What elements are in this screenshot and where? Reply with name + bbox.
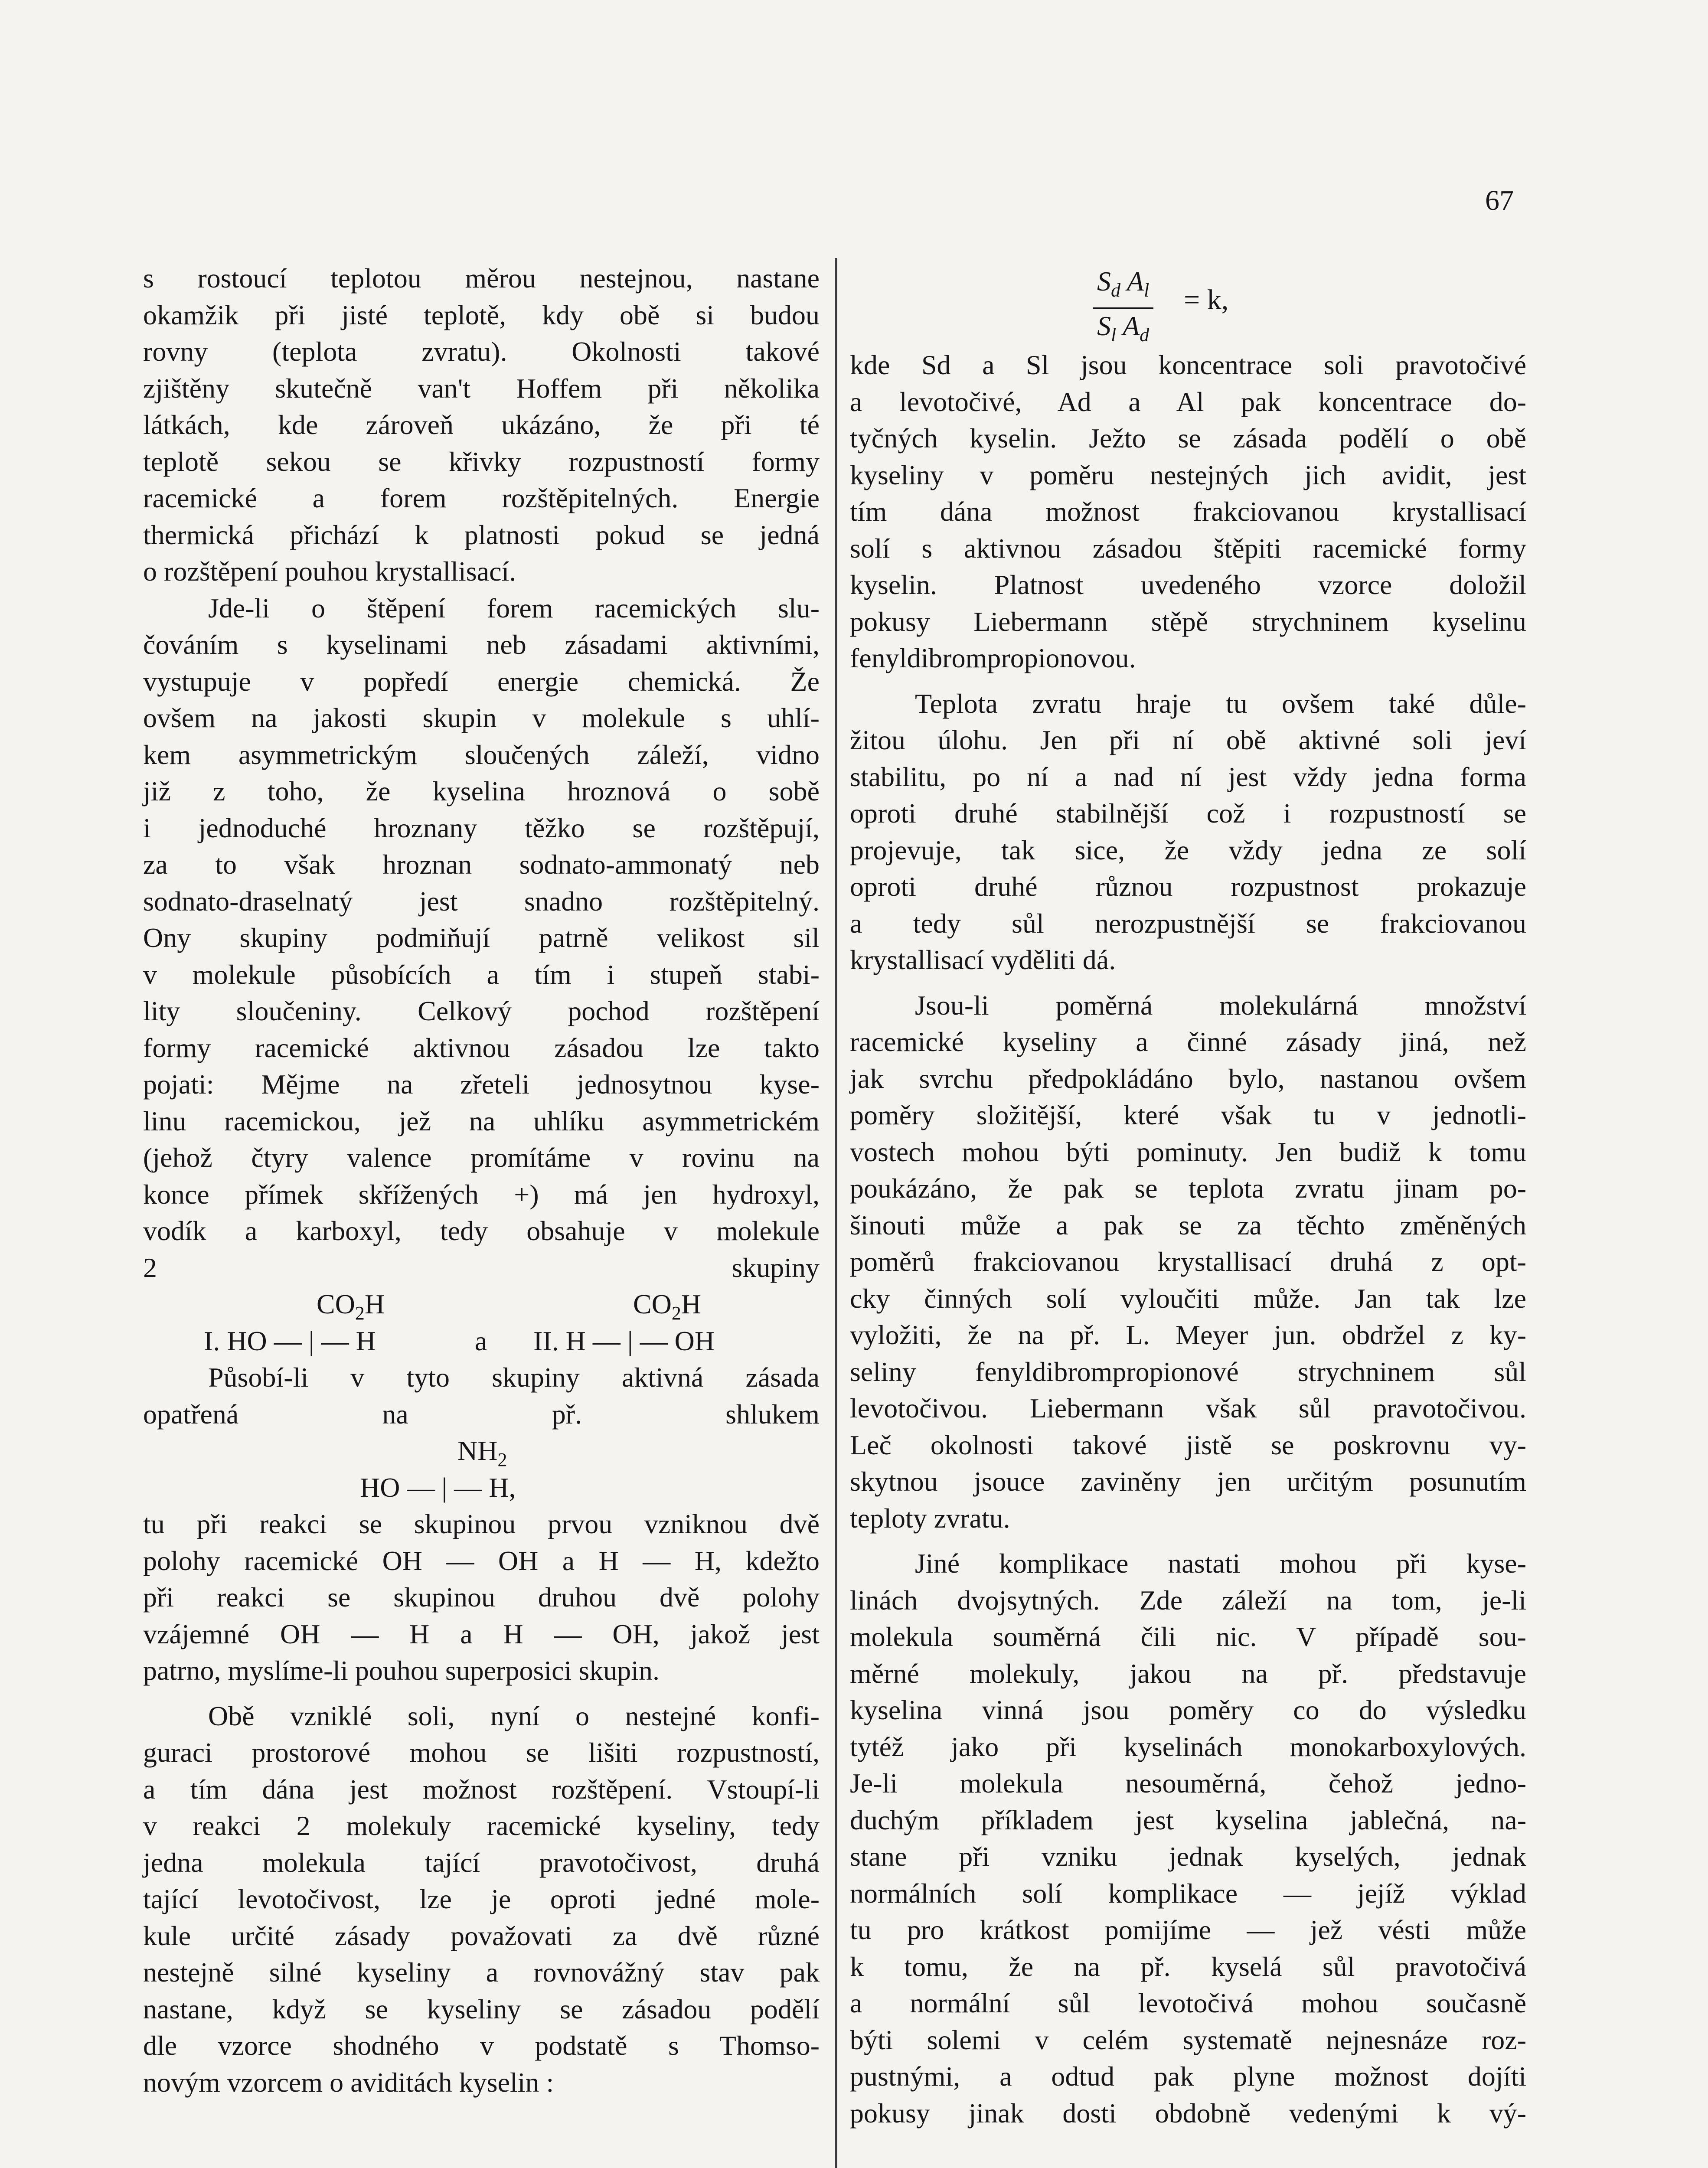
text-line: Jsou-li poměrná molekulárná množství <box>915 989 1526 1021</box>
text-line: nastane, když se kyseliny se zásadou podělí <box>143 1993 820 2024</box>
text-line: býti solemi v celém systematě nejnesnáze roz- <box>850 2024 1526 2055</box>
text-line: již z toho, že kyselina hroznová o sobě <box>143 776 820 806</box>
text-line: kule určité zásady považovati za dvě různé <box>143 1920 820 1951</box>
right-column <box>850 264 1526 2132</box>
text-line: kde Sd a Sl jsou koncentrace soli pravotočivé <box>850 349 1526 380</box>
formula-top-label: $CO_2H$ <box>317 1289 385 1324</box>
text-line: i jednoduché hroznany těžko se rozštěpují, <box>143 812 820 843</box>
text-line: oproti druhé stabilnější což i rozpustností se <box>850 798 1526 829</box>
text-line: Působí-li v tyto skupiny aktivná zásada <box>208 1362 820 1393</box>
text-line: a tím dána jest možnost rozštěpení. Vstoupí-li <box>143 1773 820 1805</box>
formula-equals: = k, <box>1184 284 1229 316</box>
text-line: vzájemné OH — H a H — OH, jakož jest <box>143 1618 820 1649</box>
text-line: poukázáno, že pak se teplota zvratu jinam po- <box>850 1173 1526 1204</box>
text-line: skytnou jsouce zaviněny jen určitým posunutím <box>850 1466 1526 1497</box>
text-line: molekula souměrná čili nic. V případě sou- <box>850 1621 1526 1652</box>
text-line: tytéž jako při kyselinách monokarboxylových. <box>850 1731 1526 1762</box>
paragraph <box>143 1359 820 1433</box>
text-line: teplotě sekou se křivky rozpustností formy <box>143 446 820 477</box>
text-line: formy racemické aktivnou zásadou lze takto <box>143 1032 820 1063</box>
paragraph <box>143 1506 820 1689</box>
text-line: tu pro krátkost pomijíme — jež vésti může <box>850 1914 1526 1945</box>
text-line: tající levotočivost, lze je oproti jedné mole- <box>143 1884 820 1914</box>
text-line: sodnato-draselnatý jest snadno rozštěpitelný. <box>143 885 820 917</box>
text-line: fenyldibrompropionovou. <box>850 643 1136 673</box>
text-line: oproti druhé různou rozpustnost prokazuje <box>850 871 1526 902</box>
text-line: krystallisací vyděliti dá. <box>850 944 1116 975</box>
text-line: pokusy Liebermann stěpě strychninem kyselinu <box>850 606 1526 637</box>
column-divider <box>835 258 837 2168</box>
text-line: poměry složitější, které však tu v jednotli- <box>850 1100 1526 1130</box>
text-line: racemické a forem rozštěpitelných. Energie <box>143 483 820 513</box>
text-line: látkách, kde zároveň ukázáno, že při té <box>143 409 820 440</box>
text-line: Jiné komplikace nastati mohou při kyse- <box>915 1548 1526 1579</box>
formula-fraction: $S_d$ $A_l$ $S_l$ $A_d$ <box>1093 264 1153 352</box>
text-line: linu racemickou, jež na uhlíku asymmetrickém <box>143 1105 820 1136</box>
paragraph <box>850 987 1526 1537</box>
text-line: novým vzorcem o aviditách kyselin : <box>143 2067 554 2098</box>
text-line: ovšem na jakosti skupin v molekule s uhlí- <box>143 702 820 733</box>
text-line: vostech mohou býti pominuty. Jen budiž k tomu <box>850 1136 1526 1167</box>
text-line: opatřená na př. shlukem <box>143 1398 820 1430</box>
text-line: kyseliny v poměru nestejných jich avidit, jest <box>850 459 1526 490</box>
text-line: okamžik při jisté teplotě, kdy obě si budou <box>143 299 820 330</box>
structural-formula-pair <box>143 1286 820 1359</box>
text-line: thermická přichází k platnosti pokud se jedná <box>143 519 820 550</box>
text-line: racemické kyseliny a činné zásady jiná, než <box>850 1026 1526 1057</box>
text-line: Obě vzniklé soli, nyní o nestejné konfi- <box>208 1700 820 1731</box>
text-line: kyselin. Platnost uvedeného vzorce doložil <box>850 569 1526 600</box>
left-column <box>143 260 820 2101</box>
formula-line: HO — | — H, <box>360 1472 516 1503</box>
formula-line: I. HO — | — H <box>204 1325 376 1356</box>
paragraph <box>850 686 1526 979</box>
text-line: za to však hroznan sodnato-ammonatý neb <box>143 849 820 880</box>
text-line: duchým příkladem jest kyselina jablečná, na- <box>850 1804 1526 1835</box>
text-line: projevuje, tak sice, že vždy jedna ze solí <box>850 834 1526 865</box>
text-line: nestejně silné kyseliny a rovnovážný stav pak <box>143 1957 820 1988</box>
avidity-formula <box>850 264 1526 347</box>
text-line: pokusy jinak dosti obdobně vedenými k vý- <box>850 2097 1526 2129</box>
text-line: levotočivou. Liebermann však sůl pravotočivou. <box>850 1393 1526 1424</box>
text-line: stane při vzniku jednak kyselých, jednak <box>850 1841 1526 1872</box>
text-line: tyčných kyselin. Ježto se zásada podělí o obě <box>850 423 1526 454</box>
paragraph <box>850 347 1526 677</box>
text-line: v molekule působících a tím i stupeň stabi- <box>143 959 820 990</box>
formula-connector: a <box>475 1325 487 1356</box>
text-line: Teplota zvratu hraje tu ovšem také důle- <box>915 688 1526 719</box>
text-line: (jehož čtyry valence promítáme v rovinu na <box>143 1142 820 1173</box>
formula-line: II. H — | — OH <box>533 1325 715 1356</box>
text-line: cky činných solí vyloučiti může. Jan tak lze <box>850 1283 1526 1314</box>
text-line: normálních solí komplikace — jejíž výklad <box>850 1877 1526 1909</box>
text-line: měrné molekuly, jakou na př. představuje <box>850 1658 1526 1689</box>
text-line: Leč okolnosti takové jistě se poskrovnu vy- <box>850 1429 1526 1460</box>
formula-top-label: $CO_2H$ <box>633 1289 702 1324</box>
text-line: a tedy sůl nerozpustnější se frakciovanou <box>850 908 1526 939</box>
text-line: a levotočivé, Ad a Al pak koncentrace do- <box>850 386 1526 417</box>
text-line: čováním s kyselinami neb zásadami aktivními, <box>143 629 820 660</box>
text-line: stabilitu, po ní a nad ní jest vždy jedna forma <box>850 761 1526 792</box>
text-line: pustnými, a odtud pak plyne možnost dojíti <box>850 2061 1526 2092</box>
text-line: s rostoucí teplotou měrou nestejnou, nastane <box>143 263 820 294</box>
text-line: rovny (teplota zvratu). Okolnosti takové <box>143 336 820 367</box>
text-line: jak svrchu předpokládáno bylo, nastanou ovšem <box>850 1063 1526 1094</box>
structural-formula <box>143 1433 820 1506</box>
text-line: konce přímek skřížených +) má jen hydroxyl, <box>143 1179 820 1210</box>
text-line: Jde-li o štěpení forem racemických slu- <box>208 592 820 624</box>
text-line: seliny fenyldibrompropionové strychninem sůl <box>850 1356 1526 1387</box>
page-number: 67 <box>1485 185 1514 216</box>
text-line: guraci prostorové mohou se lišiti rozpustností, <box>143 1737 820 1768</box>
formula-top-label: $NH_2$ <box>457 1435 507 1470</box>
text-line: zjištěny skutečně van't Hoffem při několika <box>143 372 820 404</box>
text-line: dle vzorce shodného v podstatě s Thomso- <box>143 2030 820 2061</box>
paragraph <box>143 590 820 1286</box>
text-line: vystupuje v popředí energie chemická. Že <box>143 666 820 697</box>
paragraph <box>143 1698 820 2101</box>
text-line: tu při reakci se skupinou prvou vzniknou dvě <box>143 1508 820 1539</box>
text-line: lity sloučeniny. Celkový pochod rozštěpení <box>143 996 820 1026</box>
text-line: jedna molekula tající pravotočivost, druhá <box>143 1847 820 1878</box>
text-line: teploty zvratu. <box>850 1502 1010 1534</box>
text-line: Ony skupiny podmiňují patrně velikost sil <box>143 922 820 953</box>
text-line: k tomu, že na př. kyselá sůl pravotočivá <box>850 1951 1526 1982</box>
text-line: při reakci se skupinou druhou dvě polohy <box>143 1582 820 1613</box>
text-line: poměrů frakciovanou krystallisací druhá z opt- <box>850 1246 1526 1277</box>
text-line: vodík a karboxyl, tedy obsahuje v molekule <box>143 1215 820 1246</box>
text-line: kem asymmetrickým sloučených záleží, vidno <box>143 739 820 770</box>
text-line: vyložiti, že na př. L. Meyer jun. obdržel z ky- <box>850 1319 1526 1350</box>
text-line: pojati: Mějme na zřeteli jednosytnou kyse- <box>143 1069 820 1100</box>
text-line: žitou úlohu. Jen při ní obě aktivné soli jeví <box>850 725 1526 755</box>
paragraph <box>850 1545 1526 2132</box>
text-line: Je-li molekula nesouměrná, čehož jedno- <box>850 1768 1526 1799</box>
text-line: v reakci 2 molekuly racemické kyseliny, tedy <box>143 1810 820 1841</box>
text-line: a normální sůl levotočivá mohou současně <box>850 1988 1526 2018</box>
text-line: solí s aktivnou zásadou štěpiti racemické formy <box>850 532 1526 564</box>
text-line: kyselina vinná jsou poměry co do výsledku <box>850 1695 1526 1725</box>
text-line: linách dvojsytných. Zde záleží na tom, je-li <box>850 1584 1526 1616</box>
text-line: patrno, myslíme-li pouhou superposici skupin. <box>143 1655 660 1686</box>
text-line: šinouti může a pak se za těchto změněných <box>850 1209 1526 1241</box>
paragraph <box>143 260 820 590</box>
text-line: tím dána možnost frakciovanou krystallisací <box>850 496 1526 527</box>
text-line: o rozštěpení pouhou krystallisací. <box>143 556 516 587</box>
text-line: polohy racemické OH — OH a H — H, kdežto <box>143 1545 820 1576</box>
text-line: 2 skupiny <box>143 1252 820 1283</box>
